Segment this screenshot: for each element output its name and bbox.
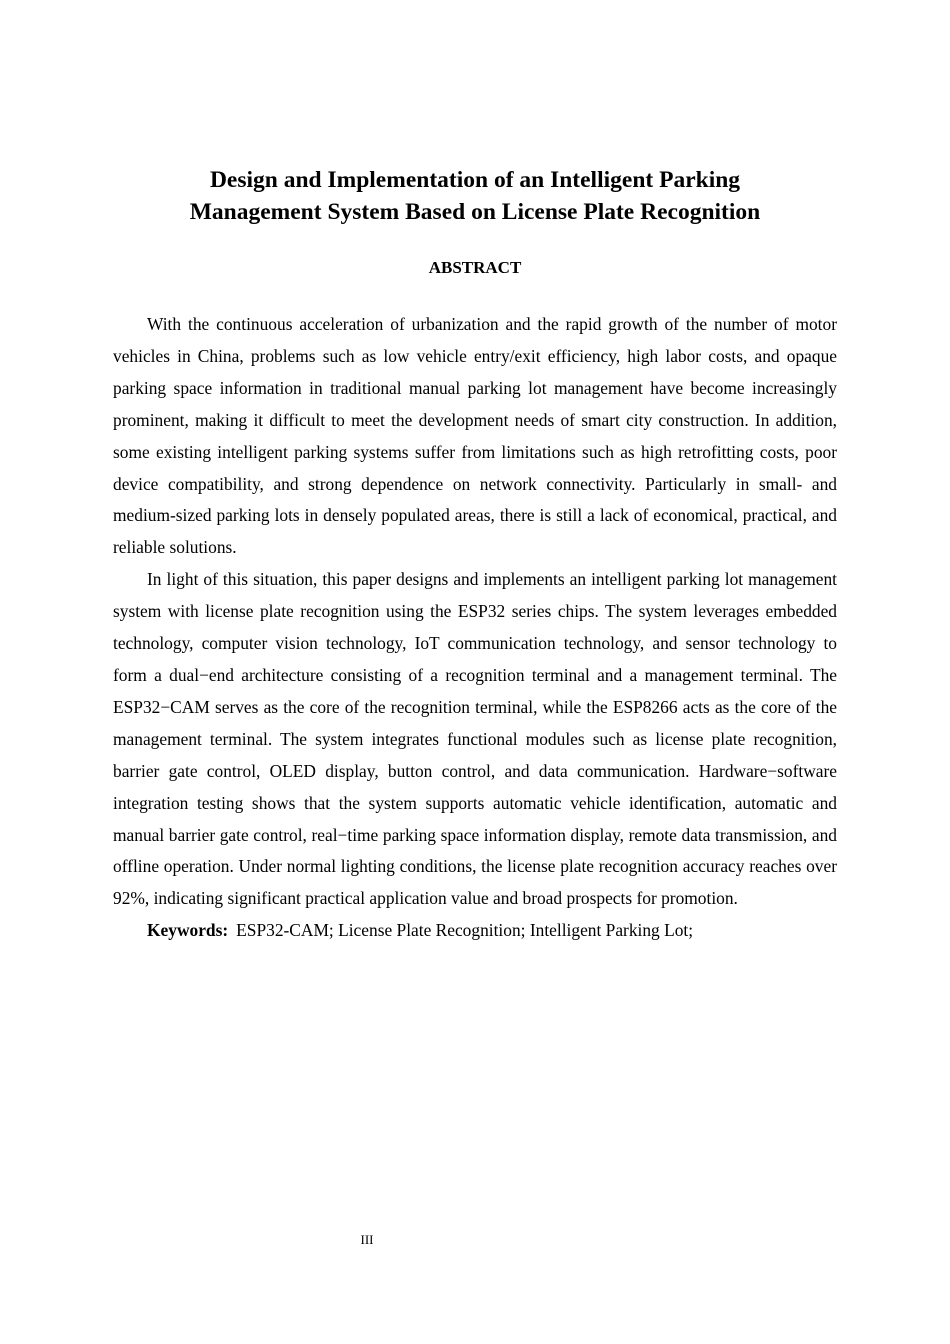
paper-title-line-1: Design and Implementation of an Intelligent Parking xyxy=(209,167,741,193)
keywords-label: Keywords: xyxy=(147,920,229,941)
paper-title-line-2: Management System Based on License Plate Recognition xyxy=(189,199,761,225)
page-number: III xyxy=(360,1232,374,1247)
keywords-line xyxy=(113,915,837,947)
abstract-body xyxy=(113,309,837,947)
abstract-heading: ABSTRACT xyxy=(428,258,522,277)
keywords-text: ESP32-CAM; License Plate Recognition; Intelligent Parking Lot; xyxy=(236,920,694,941)
abstract-paragraph-1: With the continuous acceleration of urbanization and the rapid growth of the number of motor vehicles in China, problems such as low vehicle entry/exit efficiency, high labor costs, and opaque parking space information in traditional manual parking lot management have become increasingly prominent, making it difficult to meet the development needs of smart city construction. In addition, some existing intelligent parking systems suffer from limitations such as high retrofitting costs, poor device compatibility, and strong dependence on network connectivity. Particularly in small- and medium-sized parking lots in densely populated areas, there is still a lack of economical, practical, and reliable solutions. xyxy=(113,314,837,558)
abstract-paragraph-2: In light of this situation, this paper designs and implements an intelligent parking lot management system with license plate recognition using the ESP32 series chips. The system leverages embedded technology, computer vision technology, IoT communication technology, and sensor technology to form a dual−end architecture consisting of a recognition terminal and a management terminal. The ESP32−CAM serves as the core of the recognition terminal, while the ESP8266 acts as the core of the management terminal. The system integrates functional modules such as license plate recognition, barrier gate control, OLED display, button control, and data communication. Hardware−software integration testing shows that the system supports automatic vehicle identification, automatic and manual barrier gate control, real−time parking space information display, remote data transmission, and offline operation. Under normal lighting conditions, the license plate recognition accuracy reaches over 92%, indicating significant practical application value and broad prospects for promotion. xyxy=(113,569,837,909)
paper-title xyxy=(113,164,837,228)
